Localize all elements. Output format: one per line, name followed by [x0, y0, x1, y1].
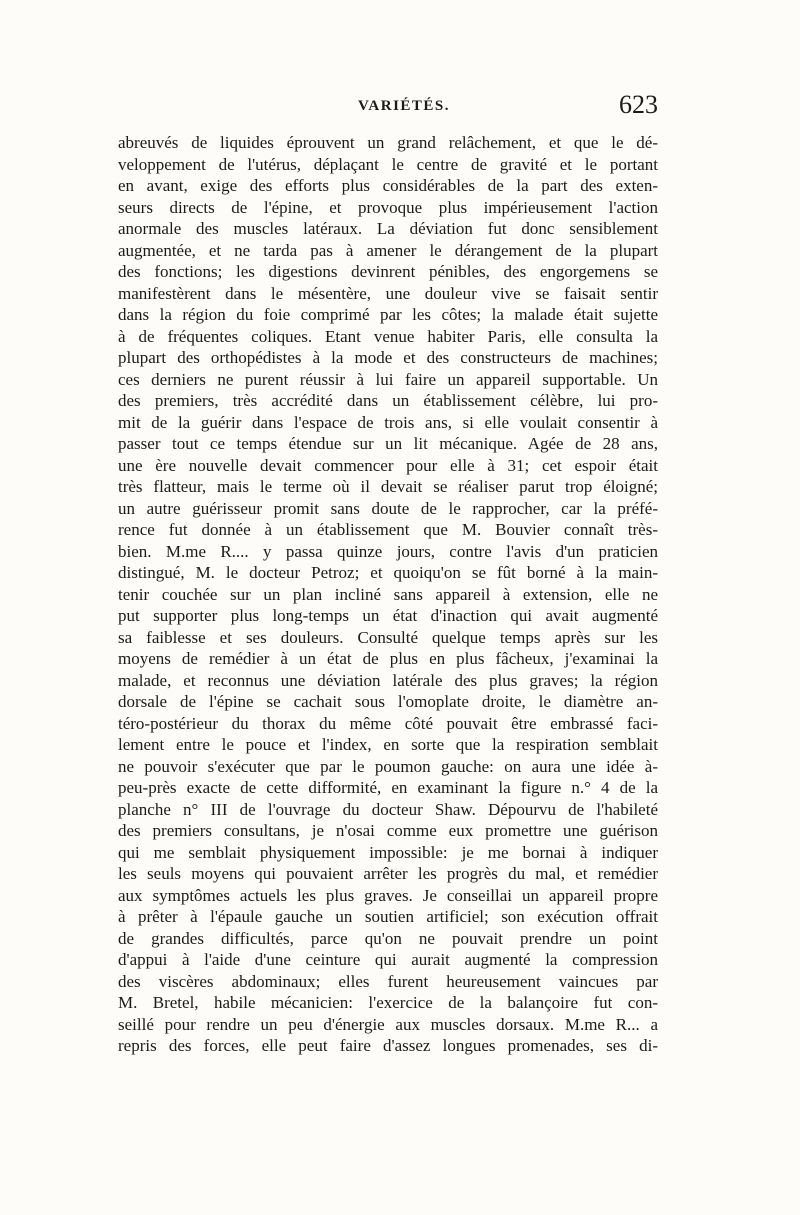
text-line: téro-postérieur du thorax du même côté pouvait être embrassé faci- — [118, 713, 658, 733]
text-line: un autre guérisseur promit sans doute de le rapprocher, car la préfé- — [118, 498, 658, 518]
text-line: moyens de remédier à un état de plus en plus fâcheux, j'examinai la — [118, 649, 658, 668]
text-line: une ère nouvelle devait commencer pour elle à 31; cet espoir était — [118, 455, 658, 475]
text-line: des viscères abdominaux; elles furent heureusement vaincues par — [118, 971, 658, 991]
text-line: qui me semblait physiquement impossible: je me bornai à indiquer — [118, 842, 658, 862]
text-line: dorsale de l'épine se cachait sous l'omoplate droite, le diamètre an- — [118, 692, 658, 711]
text-line: à prêter à l'épaule gauche un soutien artificiel; son exécution offrait — [118, 907, 658, 926]
text-line: lement entre le pouce et l'index, en sorte que la respiration semblait — [118, 735, 658, 754]
text-line: à de fréquentes coliques. Etant venue habiter Paris, elle consulta la — [118, 326, 658, 346]
text-line: distingué, M. le docteur Petroz; et quoiqu'on se fût borné à la main- — [118, 563, 658, 582]
text-line: malade, et reconnus une déviation latérale des plus graves; la région — [118, 670, 658, 690]
page-number: 623 — [619, 90, 658, 119]
body-text — [118, 132, 658, 1057]
text-line: planche n° III de l'ouvrage du docteur Shaw. Dépourvu de l'habileté — [118, 799, 658, 819]
text-line: mit de la guérir dans l'espace de trois ans, si elle voulait consentir à — [118, 412, 658, 432]
text-line: les seuls moyens qui pouvaient arrêter les progrès du mal, et remédier — [118, 864, 658, 883]
text-line: aux symptômes actuels les plus graves. Je conseillai un appareil propre — [118, 885, 658, 905]
text-line: bien. M.me R.... y passa quinze jours, contre l'avis d'un praticien — [118, 541, 658, 561]
text-line: abreuvés de liquides éprouvent un grand relâchement, et que le dé- — [118, 133, 658, 152]
text-line: plupart des orthopédistes à la mode et des constructeurs de machines; — [118, 348, 658, 367]
text-line: des fonctions; les digestions devinrent pénibles, des engorgemens se — [118, 262, 658, 281]
page-header — [118, 90, 658, 120]
text-line: ne pouvoir s'exécuter que par le poumon gauche: on aura une idée à- — [118, 756, 658, 776]
text-line: des premiers, très accrédité dans un établissement célèbre, lui pro- — [118, 391, 658, 410]
text-line: anormale des muscles latéraux. La déviation fut donc sensiblement — [118, 219, 658, 238]
text-line: manifestèrent dans le mésentère, une douleur vive se faisait sentir — [118, 283, 658, 303]
text-line: d'appui à l'aide d'une ceinture qui aurait augmenté la compression — [118, 950, 658, 969]
text-line: en avant, exige des efforts plus considérables de la part des exten- — [118, 176, 658, 195]
text-line: seillé pour rendre un peu d'énergie aux muscles dorsaux. M.me R... a — [118, 1014, 658, 1034]
text-line: très flatteur, mais le terme où il devait se réaliser parut trop éloigné; — [118, 477, 658, 496]
text-line: ces derniers ne purent réussir à lui faire un appareil supportable. Un — [118, 369, 658, 389]
text-line: sa faiblesse et ses douleurs. Consulté quelque temps après sur les — [118, 627, 658, 647]
text-line: M. Bretel, habile mécanicien: l'exercice de la balançoire fut con- — [118, 993, 658, 1012]
text-line: des premiers consultans, je n'osai comme eux promettre une guérison — [118, 821, 658, 840]
running-head: VARIÉTÉS. — [358, 98, 451, 114]
text-line: de grandes difficultés, parce qu'on ne pouvait prendre un point — [118, 928, 658, 948]
text-line: passer tout ce temps étendue sur un lit mécanique. Agée de 28 ans, — [118, 434, 658, 453]
text-line: repris des forces, elle peut faire d'assez longues promenades, ses di- — [118, 1036, 658, 1055]
text-line: seurs directs de l'épine, et provoque plus impérieusement l'action — [118, 197, 658, 217]
text-line: peu-près exacte de cette difformité, en examinant la figure n.° 4 de la — [118, 778, 658, 797]
text-line: rence fut donnée à un établissement que M. Bouvier connaît très- — [118, 520, 658, 539]
text-line: tenir couchée sur un plan incliné sans appareil à extension, elle ne — [118, 584, 658, 604]
text-line: put supporter plus long-temps un état d'inaction qui avait augmenté — [118, 606, 658, 625]
text-line: veloppement de l'utérus, déplaçant le centre de gravité et le portant — [118, 154, 658, 174]
text-line: dans la région du foie comprimé par les côtes; la malade était sujette — [118, 305, 658, 324]
text-line: augmentée, et ne tarda pas à amener le dérangement de la plupart — [118, 240, 658, 260]
